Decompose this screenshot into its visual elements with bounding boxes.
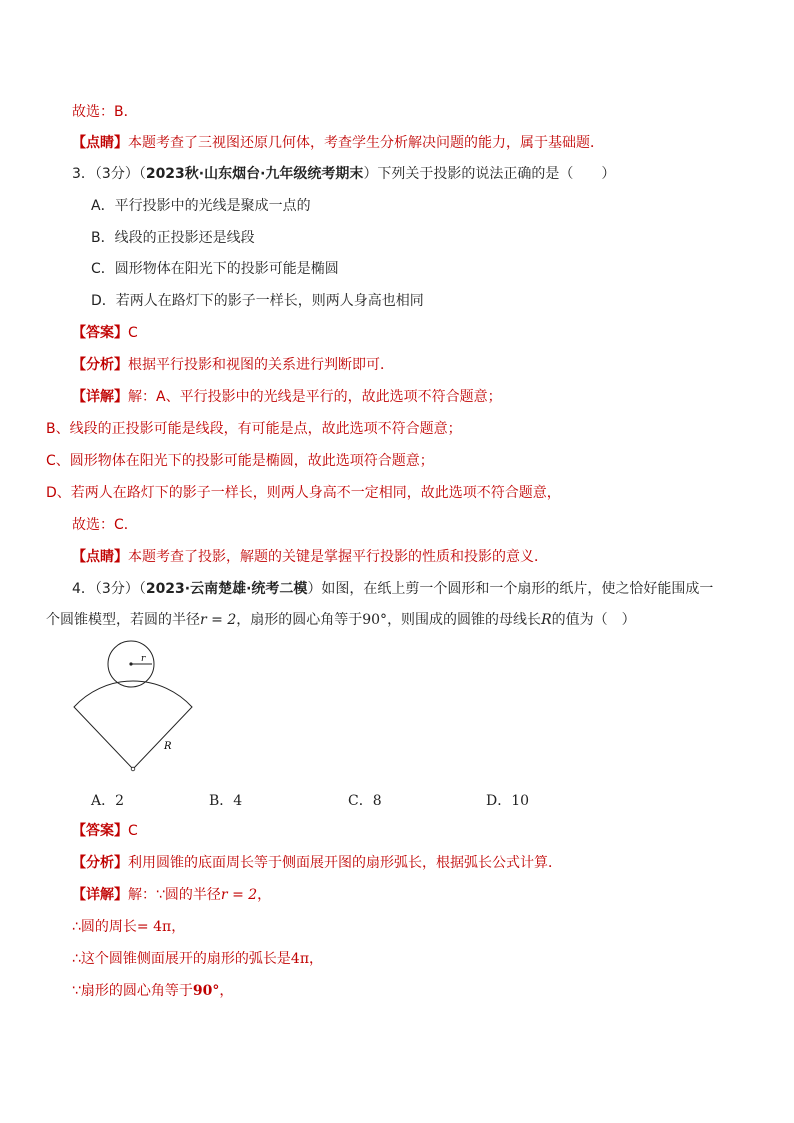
q3-stem-text: ）下列关于投影的说法正确的是（ ）	[363, 166, 616, 182]
q3-stem	[72, 164, 615, 184]
q3-number: 3．（3分）（	[72, 166, 146, 182]
detail-line: 解：A、平行投影中的光线是平行的，故此选项不符合题意；	[128, 389, 502, 405]
math-r-eq: r = 2	[200, 612, 237, 628]
q4-choice-b: B．4	[209, 793, 243, 809]
analysis-text: 根据平行投影和视图的关系进行判断即可．	[128, 357, 394, 373]
prev-conclusion: 故选：B．	[72, 104, 138, 120]
detail-text: ∴这个圆锥侧面展开的扇形的弧长是	[72, 951, 291, 967]
detail-line	[72, 949, 323, 969]
q4-choice-c: C．8	[348, 793, 382, 809]
math-arc-length: 4π	[290, 951, 310, 967]
q4-analysis	[72, 853, 562, 873]
q4-stem-text: ）如图，在纸上剪一个圆形和一个扇形的纸片，使之恰好能围成一	[307, 581, 714, 597]
q3-option-b: B．线段的正投影还是线段	[91, 230, 255, 246]
analysis-text: 利用圆锥的底面周长等于侧面展开图的扇形弧长，根据弧长公式计算．	[128, 855, 562, 871]
detail-text: ，	[257, 887, 272, 903]
detail-text: ∵扇形的圆心角等于	[72, 983, 193, 999]
q4-detail	[72, 885, 271, 905]
detail-line	[72, 981, 233, 1001]
q4-stem-line2	[46, 610, 636, 630]
detail-tag: 【详解】	[72, 389, 128, 405]
detail-line: B、线段的正投影可能是线段，有可能是点，故此选项不符合题意；	[46, 421, 462, 437]
detail-text: ，	[171, 919, 186, 935]
r-label: r	[141, 654, 146, 664]
math-r-eq: r = 2	[220, 887, 258, 903]
q4-choice-d: D．10	[486, 793, 530, 809]
detail-line: D、若两人在路灯下的影子一样长，则两人身高不一定相同，故此选项不符合题意，	[46, 485, 561, 501]
sector-vertex	[131, 767, 135, 771]
q4-stem-line1	[72, 579, 713, 599]
math-R: R	[541, 612, 552, 628]
detail-line: C、圆形物体在阳光下的投影可能是椭圆，故此选项符合题意；	[46, 453, 434, 469]
q3-remark	[72, 547, 548, 567]
q3-option-d: D．若两人在路灯下的影子一样长，则两人身高也相同	[91, 293, 424, 309]
q3-source: 2023秋·山东烟台·九年级统考期末	[145, 166, 364, 182]
sector-shape	[74, 681, 192, 769]
q3-detail	[72, 387, 502, 407]
q4-source: 2023·云南楚雄·统考二模	[145, 581, 308, 597]
q3-option-c: C．圆形物体在阳光下的投影可能是椭圆	[91, 261, 339, 277]
answer-tag: 【答案】	[72, 823, 128, 839]
analysis-tag: 【分析】	[72, 357, 128, 373]
detail-line: 故选：C．	[72, 517, 138, 533]
q4-number: 4．（3分）（	[72, 581, 146, 597]
q3-analysis	[72, 355, 394, 375]
analysis-tag: 【分析】	[72, 855, 128, 871]
answer-tag: 【答案】	[72, 325, 128, 341]
detail-tag: 【详解】	[72, 887, 128, 903]
q4-stem-text: ，扇形的圆心角等于	[236, 612, 363, 628]
remark-text: 本题考查了三视图还原几何体，考查学生分析解决问题的能力，属于基础题．	[128, 135, 604, 151]
q3-option-a: A．平行投影中的光线是聚成一点的	[91, 198, 311, 214]
q3-answer	[72, 323, 138, 343]
circle-center-dot	[129, 662, 132, 665]
remark-tag: 【点睛】	[72, 549, 128, 565]
remark-tag: 【点睛】	[72, 135, 128, 151]
q4-answer	[72, 821, 138, 841]
q4-stem-text: 的值为（ ）	[551, 612, 636, 628]
math-angle: 90°	[192, 983, 220, 999]
detail-text: 解：∵圆的半径	[128, 887, 221, 903]
q4-stem-text: 个圆锥模型，若圆的半径	[46, 612, 200, 628]
cone-net-figure	[68, 640, 198, 776]
math-circumference: = 4π	[136, 919, 172, 935]
detail-line	[72, 917, 185, 937]
remark-text: 本题考查了投影，解题的关键是掌握平行投影的性质和投影的意义．	[128, 549, 548, 565]
q4-choice-a: A．2	[91, 793, 125, 809]
detail-text: ，	[309, 951, 324, 967]
answer-value: C	[128, 823, 138, 839]
R-label: R	[164, 741, 172, 752]
prev-remark	[72, 133, 604, 153]
q4-stem-text: ，则围成的圆锥的母线长	[387, 612, 542, 628]
detail-text: ∴圆的周长	[72, 919, 137, 935]
detail-text: ，	[219, 983, 234, 999]
math-angle: 90°	[362, 612, 388, 628]
answer-value: C	[128, 325, 138, 341]
